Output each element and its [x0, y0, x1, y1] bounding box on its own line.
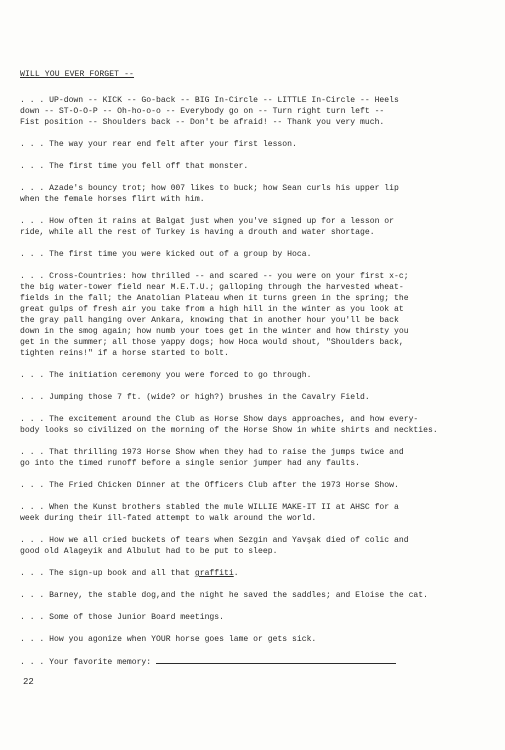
memory-item: . . . When the Kunst brothers stabled the mule WILLIE MAKE-IT II at AHSC for a week during their ill-fated attempt to walk around the world.	[20, 503, 399, 523]
memory-item: . . . That thrilling 1973 Horse Show when they had to raise the jumps twice and go into the timed runoff before a single senior jumper had any faults.	[20, 448, 404, 468]
lame-suffix: horse goes lame or gets sick.	[170, 635, 317, 644]
memory-item: . . . The initiation ceremony you were forced to go through.	[20, 371, 312, 380]
your-caps: YOUR	[151, 635, 171, 644]
memory-item: . . . The way your rear end felt after your first lesson.	[20, 140, 297, 149]
graffiti-underlined: graffiti	[194, 569, 234, 578]
memory-item: . . . The excitement around the Club as Horse Show days approaches, and how every- body looks so civilized on the morning of the Horse Show in white shirts and neckties.	[20, 415, 438, 435]
memory-item: . . . Some of those Junior Board meetings.	[20, 613, 224, 622]
favorite-memory-blank	[156, 656, 396, 664]
favorite-memory-line	[20, 656, 488, 668]
favorite-memory-label: . . . Your favorite memory:	[20, 658, 152, 667]
memory-item: . . . The first time you fell off that monster.	[20, 162, 249, 171]
memory-item: . . . Barney, the stable dog,and the night he saved the saddles; and Eloise the cat.	[20, 591, 428, 600]
memories-list	[20, 69, 488, 679]
memory-item: . . . How often it rains at Balgat just when you've signed up for a lesson or ride, while all the rest of Turkey is having a drouth and water shortage.	[20, 217, 394, 237]
memory-item: . . . Azade's bouncy trot; how 007 likes to buck; how Sean curls his upper lip when the female horses flirt with him.	[20, 184, 399, 204]
signup-text: . . . The sign-up book and all that	[20, 569, 195, 578]
page-number: 22	[23, 677, 34, 687]
lame-text: . . . How you agonize when	[20, 635, 152, 644]
memory-item: . . . Cross-Countries: how thrilled -- and scared -- you were on your first x-c; the big water-tower field near M.E.T.U.; galloping through the harvested wheat- fields in the fall; the Anatolian Plateau when it turns green in the spring; the great gulps of fresh air you take from a high hill in the winter as you look at the gray pall hanging over Ankara, knowing that in another hour you'll be back down in the smog again; how numb your toes get in the winter and how thirsty you get in the summer; all those yappy dogs; how Hoca would shout, "Shoulders back, tighten reins!" if a horse started to bolt.	[20, 272, 409, 358]
memory-item: . . . The first time you were kicked out of a group by Hoca.	[20, 250, 312, 259]
memory-item-signup	[20, 568, 488, 579]
memory-item: . . . UP-down -- KICK -- Go-back -- BIG In-Circle -- LITTLE In-Circle -- Heels down -- ST-O-O-P -- Oh-ho-o-o -- Everybody go on -- Turn right turn left -- Fist position -- Shoulders back -- Don't be afraid! -- Thank you very much.	[20, 96, 399, 127]
memory-item: . . . How we all cried buckets of tears when Sezgin and Yavşak died of colic and good old Alageyik and Albulut had to be put to sleep.	[20, 536, 409, 556]
memory-item: . . . The Fried Chicken Dinner at the Officers Club after the 1973 Horse Show.	[20, 481, 399, 490]
memory-item: . . . Jumping those 7 ft. (wide? or high?) brushes in the Cavalry Field.	[20, 393, 370, 402]
signup-suffix: .	[233, 569, 239, 578]
section-heading: WILL YOU EVER FORGET --	[20, 70, 135, 79]
memory-item-lame	[20, 634, 488, 645]
